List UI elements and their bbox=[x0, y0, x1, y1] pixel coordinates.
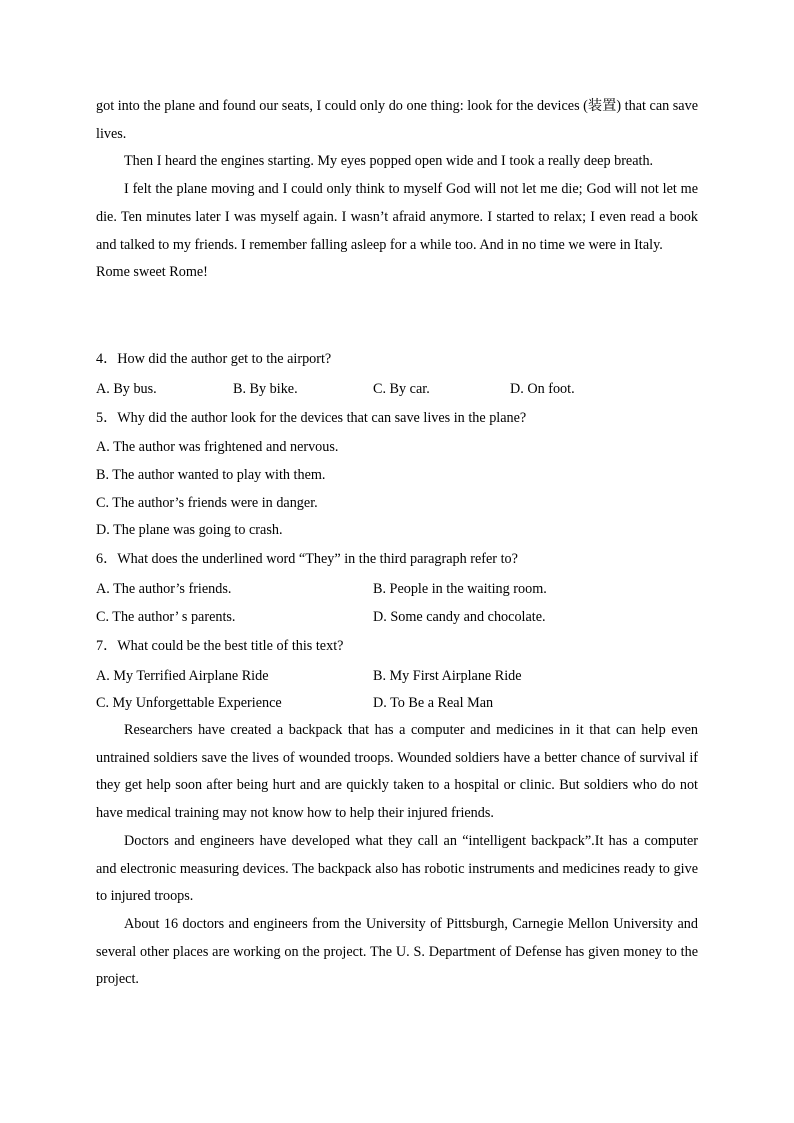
question-6-option-a: A. The author’s friends. bbox=[96, 581, 232, 597]
question-5-option-a: A. The author was frightened and nervous. bbox=[96, 439, 339, 455]
question-7-option-a: A. My Terrified Airplane Ride bbox=[96, 668, 269, 684]
passage-2-paragraph-1: Researchers have created a backpack that has a computer and medicines in it that can help even untrained soldiers save the lives of wounded troops. Wounded soldiers have a better chance of survival if they get help soon after being hurt and are quickly taken to a hospital or clinic. But soldiers who do not have medical training may not know how to help their injured friends. bbox=[96, 722, 698, 822]
passage-1-paragraph-2: Then I heard the engines starting. My eyes popped open wide and I took a really deep breath. bbox=[124, 153, 654, 170]
question-7-option-c: C. My Unforgettable Experience bbox=[96, 695, 282, 711]
question-4-option-d: D. On foot. bbox=[510, 381, 575, 397]
question-6-option-b: B. People in the waiting room. bbox=[373, 581, 547, 597]
question-5-stem: 5．Why did the author look for the devices that can save lives in the plane? bbox=[96, 410, 527, 426]
question-6-option-c: C. The author’ s parents. bbox=[96, 609, 236, 625]
question-5-option-b: B. The author wanted to play with them. bbox=[96, 467, 326, 483]
passage-2-paragraph-3: About 16 doctors and engineers from the University of Pittsburgh, Carnegie Mellon University and several other places are working on the project. The U. S. Department of Defense has given money to the project. bbox=[96, 915, 698, 988]
question-4-stem: 4．How did the author get to the airport? bbox=[96, 351, 332, 367]
passage-1 bbox=[96, 93, 698, 287]
question-7-option-b: B. My First Airplane Ride bbox=[373, 668, 522, 684]
passage-1-paragraph-4: Rome sweet Rome! bbox=[96, 264, 208, 281]
question-4-option-a: A. By bus. bbox=[96, 381, 157, 397]
question-7-stem: 7．What could be the best title of this text? bbox=[96, 638, 344, 654]
question-5-option-c: C. The author’s friends were in danger. bbox=[96, 495, 318, 511]
passage-1-paragraph-1: got into the plane and found our seats, I could only do one thing: look for the devices (装置) that can save lives. bbox=[96, 98, 698, 142]
passage-1-paragraph-3: I felt the plane moving and I could only think to myself God will not let me die; God will not let me die. Ten minutes later I was myself again. I wasn’t afraid anymore. I started to relax; I even read a book and talked to my friends. I remember falling asleep for a while too. And in no time we were in Italy. bbox=[96, 181, 698, 253]
question-6-stem: 6．What does the underlined word “They” in the third paragraph refer to? bbox=[96, 551, 518, 567]
question-4-option-b: B. By bike. bbox=[233, 381, 298, 397]
question-7-option-d: D. To Be a Real Man bbox=[373, 695, 494, 711]
passage-2 bbox=[96, 717, 698, 994]
question-4-option-c: C. By car. bbox=[373, 381, 430, 397]
question-5-option-d: D. The plane was going to crash. bbox=[96, 522, 283, 538]
passage-2-paragraph-2: Doctors and engineers have developed what they call an “intelligent backpack”.It has a computer and electronic measuring devices. The backpack also has robotic instruments and medicines ready to give to injured troops. bbox=[96, 832, 698, 905]
question-6-option-d: D. Some candy and chocolate. bbox=[373, 609, 546, 625]
